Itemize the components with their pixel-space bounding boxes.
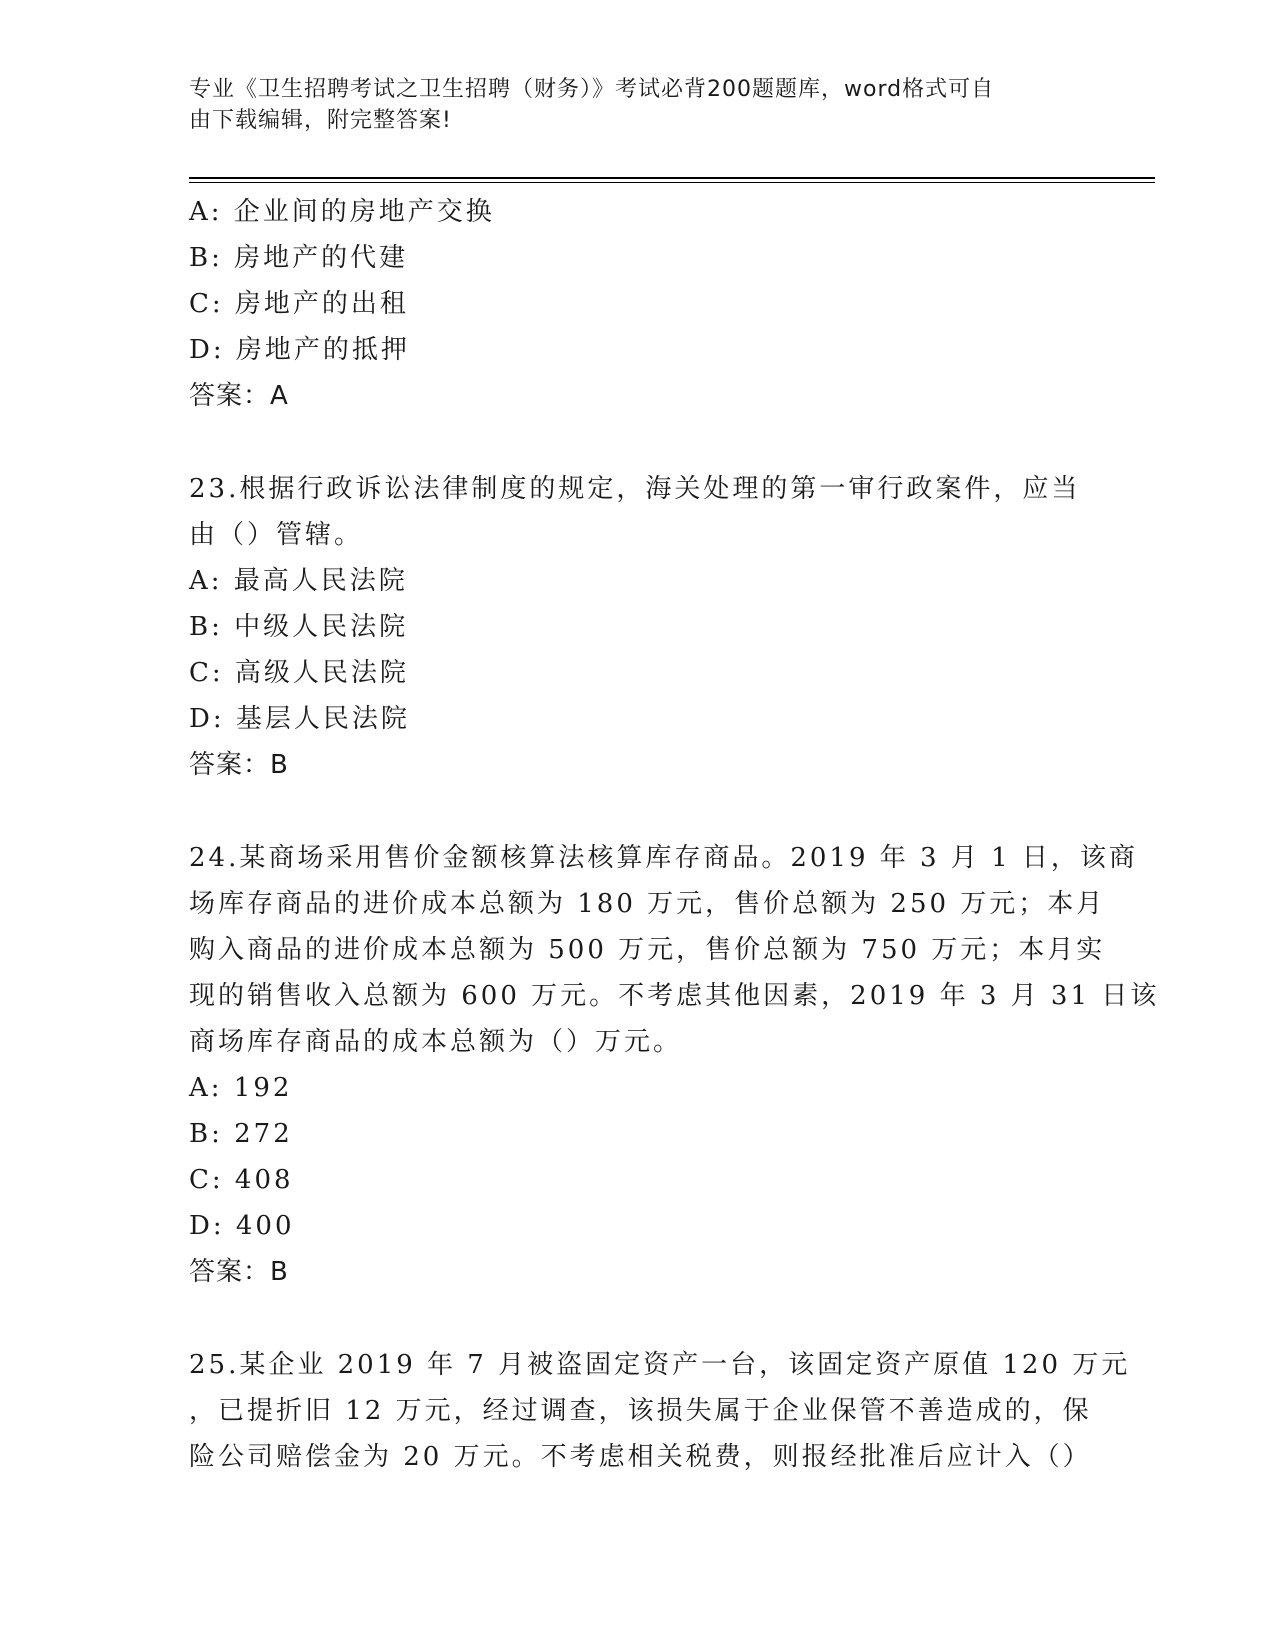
option-b: B: 272 (189, 1119, 293, 1149)
document-header (189, 74, 1069, 136)
answer-line: 答案：B (189, 1257, 289, 1287)
option-b: B: 中级人民法院 (189, 612, 409, 642)
header-divider-thin (189, 182, 1155, 183)
question-25-block (189, 1342, 1131, 1480)
question-text-line: 场库存商品的进价成本总额为 180 万元，售价总额为 250 万元；本月 (189, 889, 1106, 919)
document-body (189, 189, 1160, 1480)
option-a: A: 最高人民法院 (189, 566, 408, 596)
question-text-line: 23.根据行政诉讼法律制度的规定，海关处理的第一审行政案件，应当 (189, 474, 1081, 504)
question-22-block (189, 189, 1089, 419)
option-c: C: 房地产的出租 (189, 289, 409, 319)
question-text-line: ，已提折旧 12 万元，经过调查，该损失属于企业保管不善造成的，保 (189, 1396, 1092, 1426)
option-d: D: 基层人民法院 (189, 704, 410, 734)
question-text-line: 现的销售收入总额为 600 万元。不考虑其他因素，2019 年 3 月 31 日该 (189, 981, 1160, 1011)
question-23-block (189, 466, 1089, 788)
answer-line: 答案：A (189, 381, 289, 411)
option-c: C: 408 (189, 1165, 294, 1195)
question-text-line: 25.某企业 2019 年 7 月被盗固定资产一台，该固定资产原值 120 万元 (189, 1350, 1131, 1380)
header-line-1: 专业《卫生招聘考试之卫生招聘（财务）》考试必背200题题库，word格式可自 (189, 77, 995, 102)
question-text-line: 24.某商场采用售价金额核算法核算库存商品。2019 年 3 月 1 日，该商 (189, 843, 1138, 873)
answer-line: 答案：B (189, 750, 289, 780)
spacer (189, 788, 1089, 835)
spacer (189, 419, 1089, 466)
question-text-line: 由（）管辖。 (189, 520, 364, 550)
question-24-block (189, 835, 1160, 1295)
option-b: B: 房地产的代建 (189, 243, 409, 273)
spacer (189, 1295, 1089, 1342)
option-c: C: 高级人民法院 (189, 658, 409, 688)
option-a: A: 企业间的房地产交换 (189, 197, 495, 227)
question-text-line: 险公司赔偿金为 20 万元。不考虑相关税费，则报经批准后应计入（） (189, 1442, 1092, 1472)
header-divider-thick (189, 177, 1155, 179)
option-d: D: 400 (189, 1211, 295, 1241)
question-text-line: 商场库存商品的成本总额为（）万元。 (189, 1027, 683, 1057)
option-a: A: 192 (189, 1073, 293, 1103)
question-text-line: 购入商品的进价成本总额为 500 万元，售价总额为 750 万元；本月实 (189, 935, 1106, 965)
header-line-2: 由下载编辑，附完整答案! (189, 108, 452, 133)
option-d: D: 房地产的抵押 (189, 335, 410, 365)
